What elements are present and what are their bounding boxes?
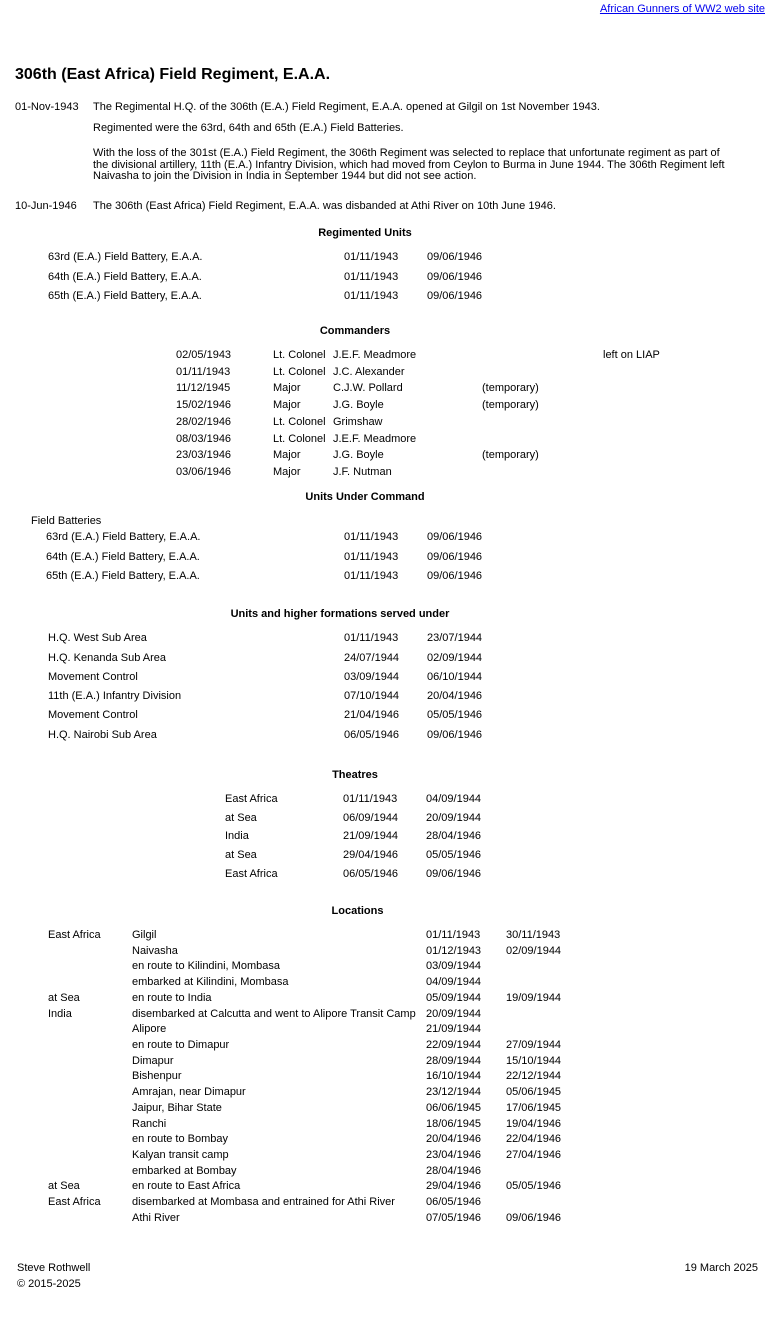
unit-name: 63rd (E.A.) Field Battery, E.A.A. <box>46 531 201 543</box>
location-from: 06/05/1946 <box>426 1196 482 1208</box>
location-from: 23/04/1946 <box>426 1149 482 1161</box>
location-to: 02/09/1944 <box>506 945 562 957</box>
theatre-to: 09/06/1946 <box>426 868 482 880</box>
unit-name: 63rd (E.A.) Field Battery, E.A.A. <box>48 251 203 263</box>
section-heading-locations: Locations <box>331 905 384 917</box>
commander-date: 01/11/1943 <box>176 366 231 378</box>
section-heading-regimented-units: Regimented Units <box>318 227 412 239</box>
location-to: 30/11/1943 <box>506 929 561 941</box>
location-place: disembarked at Mombasa and entrained for Athi River <box>132 1196 395 1208</box>
location-from: 01/11/1943 <box>426 929 481 941</box>
theatre-name: India <box>225 830 249 842</box>
commander-rank: Major <box>273 449 301 461</box>
location-region: at Sea <box>48 1180 80 1192</box>
commander-date: 03/06/1946 <box>176 466 232 478</box>
location-place: en route to Kilindini, Mombasa <box>132 960 280 972</box>
location-to: 17/06/1945 <box>506 1102 562 1114</box>
location-to: 19/04/1946 <box>506 1118 562 1130</box>
location-from: 20/04/1946 <box>426 1133 482 1145</box>
commander-name: J.G. Boyle <box>333 399 384 411</box>
theatre-from: 06/05/1946 <box>343 868 399 880</box>
location-from: 07/05/1946 <box>426 1212 482 1224</box>
commander-name: J.E.F. Meadmore <box>333 433 417 445</box>
location-place: en route to Bombay <box>132 1133 229 1145</box>
footer-date: 19 March 2025 <box>684 1262 758 1274</box>
unit-name: 65th (E.A.) Field Battery, E.A.A. <box>48 290 202 302</box>
footer-author: Steve Rothwell <box>17 1262 91 1274</box>
location-region: at Sea <box>48 992 80 1004</box>
commander-rank: Major <box>273 399 301 411</box>
commander-rank: Major <box>273 382 301 394</box>
units-group-label: Field Batteries <box>31 515 102 527</box>
theatre-to: 04/09/1944 <box>426 793 482 805</box>
formation-from: 07/10/1944 <box>344 690 400 702</box>
theatre-name: East Africa <box>225 793 278 805</box>
theatre-to: 20/09/1944 <box>426 812 482 824</box>
formation-from: 21/04/1946 <box>344 709 400 721</box>
formation-from: 24/07/1944 <box>344 652 400 664</box>
location-from: 18/06/1945 <box>426 1118 482 1130</box>
commander-name: J.G. Boyle <box>333 449 384 461</box>
formation-to: 06/10/1944 <box>427 671 483 683</box>
location-place: embarked at Kilindini, Mombasa <box>132 976 289 988</box>
commander-remark: left on LIAP <box>603 349 660 361</box>
location-from: 04/09/1944 <box>426 976 482 988</box>
location-place: Alipore <box>132 1023 167 1035</box>
theatre-name: at Sea <box>225 849 257 861</box>
commander-date: 02/05/1943 <box>176 349 232 361</box>
unit-to: 09/06/1946 <box>427 570 483 582</box>
formation-from: 06/05/1946 <box>344 729 400 741</box>
location-to: 15/10/1944 <box>506 1055 562 1067</box>
commander-date: 15/02/1946 <box>176 399 232 411</box>
formation-name: H.Q. Nairobi Sub Area <box>48 729 157 741</box>
page-title: 306th (East Africa) Field Regiment, E.A.A. <box>15 66 331 83</box>
formation-name: Movement Control <box>48 709 138 721</box>
section-heading-units-under-command: Units Under Command <box>305 491 425 503</box>
unit-to: 09/06/1946 <box>427 271 483 283</box>
location-to: 05/05/1946 <box>506 1180 562 1192</box>
formation-to: 09/06/1946 <box>427 729 483 741</box>
formation-from: 01/11/1943 <box>344 632 399 644</box>
location-from: 28/04/1946 <box>426 1165 482 1177</box>
formation-name: H.Q. Kenanda Sub Area <box>48 652 167 664</box>
unit-name: 65th (E.A.) Field Battery, E.A.A. <box>46 570 200 582</box>
location-region: India <box>48 1008 72 1020</box>
location-to: 22/12/1944 <box>506 1070 562 1082</box>
location-place: Dimapur <box>132 1055 174 1067</box>
location-place: en route to Dimapur <box>132 1039 230 1051</box>
location-place: Kalyan transit camp <box>132 1149 229 1161</box>
commander-note: (temporary) <box>482 449 539 461</box>
location-from: 03/09/1944 <box>426 960 482 972</box>
history-date: 01-Nov-1943 <box>15 101 79 113</box>
location-from: 06/06/1945 <box>426 1102 482 1114</box>
location-from: 20/09/1944 <box>426 1008 482 1020</box>
location-to: 22/04/1946 <box>506 1133 562 1145</box>
formation-to: 20/04/1946 <box>427 690 483 702</box>
site-home-link[interactable]: African Gunners of WW2 web site <box>599 3 765 15</box>
unit-to: 09/06/1946 <box>427 531 483 543</box>
location-region: East Africa <box>48 929 101 941</box>
section-heading-theatres: Theatres <box>332 769 378 781</box>
section-heading-commanders: Commanders <box>319 325 391 337</box>
location-to: 19/09/1944 <box>506 992 562 1004</box>
location-place: embarked at Bombay <box>132 1165 237 1177</box>
commander-name: Grimshaw <box>333 416 383 428</box>
commander-rank: Lt. Colonel <box>273 366 326 378</box>
location-region: East Africa <box>48 1196 101 1208</box>
location-from: 28/09/1944 <box>426 1055 482 1067</box>
unit-from: 01/11/1943 <box>344 531 399 543</box>
theatre-from: 21/09/1944 <box>343 830 399 842</box>
location-place: Gilgil <box>132 929 157 941</box>
unit-to: 09/06/1946 <box>427 551 483 563</box>
commander-rank: Lt. Colonel <box>273 349 326 361</box>
footer-copyright: © 2015-2025 <box>17 1278 81 1290</box>
commander-date: 08/03/1946 <box>176 433 232 445</box>
location-from: 05/09/1944 <box>426 992 482 1004</box>
formation-name: 11th (E.A.) Infantry Division <box>48 690 182 702</box>
theatre-name: East Africa <box>225 868 278 880</box>
unit-name: 64th (E.A.) Field Battery, E.A.A. <box>46 551 200 563</box>
commander-rank: Lt. Colonel <box>273 416 326 428</box>
unit-to: 09/06/1946 <box>427 251 483 263</box>
theatre-from: 06/09/1944 <box>343 812 399 824</box>
location-place: en route to India <box>132 992 212 1004</box>
location-place: Naivasha <box>132 945 178 957</box>
section-heading-higher-formations: Units and higher formations served under <box>230 608 450 620</box>
location-from: 23/12/1944 <box>426 1086 482 1098</box>
commander-rank: Lt. Colonel <box>273 433 326 445</box>
formation-to: 05/05/1946 <box>427 709 483 721</box>
location-to: 05/06/1945 <box>506 1086 562 1098</box>
commander-date: 28/02/1946 <box>176 416 232 428</box>
theatre-name: at Sea <box>225 812 257 824</box>
location-from: 29/04/1946 <box>426 1180 482 1192</box>
theatre-to: 28/04/1946 <box>426 830 482 842</box>
unit-name: 64th (E.A.) Field Battery, E.A.A. <box>48 271 202 283</box>
location-to: 27/04/1946 <box>506 1149 562 1161</box>
location-place: disembarked at Calcutta and went to Alipore Transit Camp <box>132 1008 416 1020</box>
commander-note: (temporary) <box>482 382 539 394</box>
location-from: 16/10/1944 <box>426 1070 482 1082</box>
formation-to: 23/07/1944 <box>427 632 483 644</box>
history-text: Regimented were the 63rd, 64th and 65th (E.A.) Field Batteries. <box>93 122 404 134</box>
location-to: 27/09/1944 <box>506 1039 562 1051</box>
unit-to: 09/06/1946 <box>427 290 483 302</box>
formation-name: H.Q. West Sub Area <box>48 632 147 644</box>
unit-from: 01/11/1943 <box>344 271 399 283</box>
formation-name: Movement Control <box>48 671 138 683</box>
history-text: With the loss of the 301st (E.A.) Field Regiment, the 306th Regiment was selected to replace that unfortunate regiment as part of the divisional artillery, 11th (E.A.) Infantry Division, which had moved from Ceylon to Burma in June 1944. The 306th Regiment left Naivasha to join the Division in India in September 1944 but did not see action. <box>93 147 725 182</box>
formation-from: 03/09/1944 <box>344 671 400 683</box>
unit-from: 01/11/1943 <box>344 251 399 263</box>
commander-name: J.E.F. Meadmore <box>333 349 417 361</box>
commander-name: C.J.W. Pollard <box>333 382 403 394</box>
history-date: 10-Jun-1946 <box>15 200 77 212</box>
commander-date: 23/03/1946 <box>176 449 232 461</box>
location-place: Athi River <box>132 1212 180 1224</box>
location-place: en route to East Africa <box>132 1180 241 1192</box>
unit-from: 01/11/1943 <box>344 551 399 563</box>
commander-note: (temporary) <box>482 399 539 411</box>
history-text: The Regimental H.Q. of the 306th (E.A.) Field Regiment, E.A.A. opened at Gilgil on 1st November 1943. <box>93 101 600 113</box>
commander-date: 11/12/1945 <box>176 382 231 394</box>
formation-to: 02/09/1944 <box>427 652 483 664</box>
location-place: Amrajan, near Dimapur <box>132 1086 246 1098</box>
unit-from: 01/11/1943 <box>344 570 399 582</box>
location-from: 21/09/1944 <box>426 1023 482 1035</box>
location-place: Ranchi <box>132 1118 167 1130</box>
location-place: Bishenpur <box>132 1070 182 1082</box>
location-to: 09/06/1946 <box>506 1212 562 1224</box>
theatre-to: 05/05/1946 <box>426 849 482 861</box>
location-from: 01/12/1943 <box>426 945 482 957</box>
unit-from: 01/11/1943 <box>344 290 399 302</box>
commander-rank: Major <box>273 466 301 478</box>
location-place: Jaipur, Bihar State <box>132 1102 222 1114</box>
location-from: 22/09/1944 <box>426 1039 482 1051</box>
theatre-from: 29/04/1946 <box>343 849 399 861</box>
history-text: The 306th (East Africa) Field Regiment, E.A.A. was disbanded at Athi River on 10th June 1946. <box>93 200 556 212</box>
commander-name: J.F. Nutman <box>333 466 392 478</box>
commander-name: J.C. Alexander <box>333 366 405 378</box>
theatre-from: 01/11/1943 <box>343 793 398 805</box>
